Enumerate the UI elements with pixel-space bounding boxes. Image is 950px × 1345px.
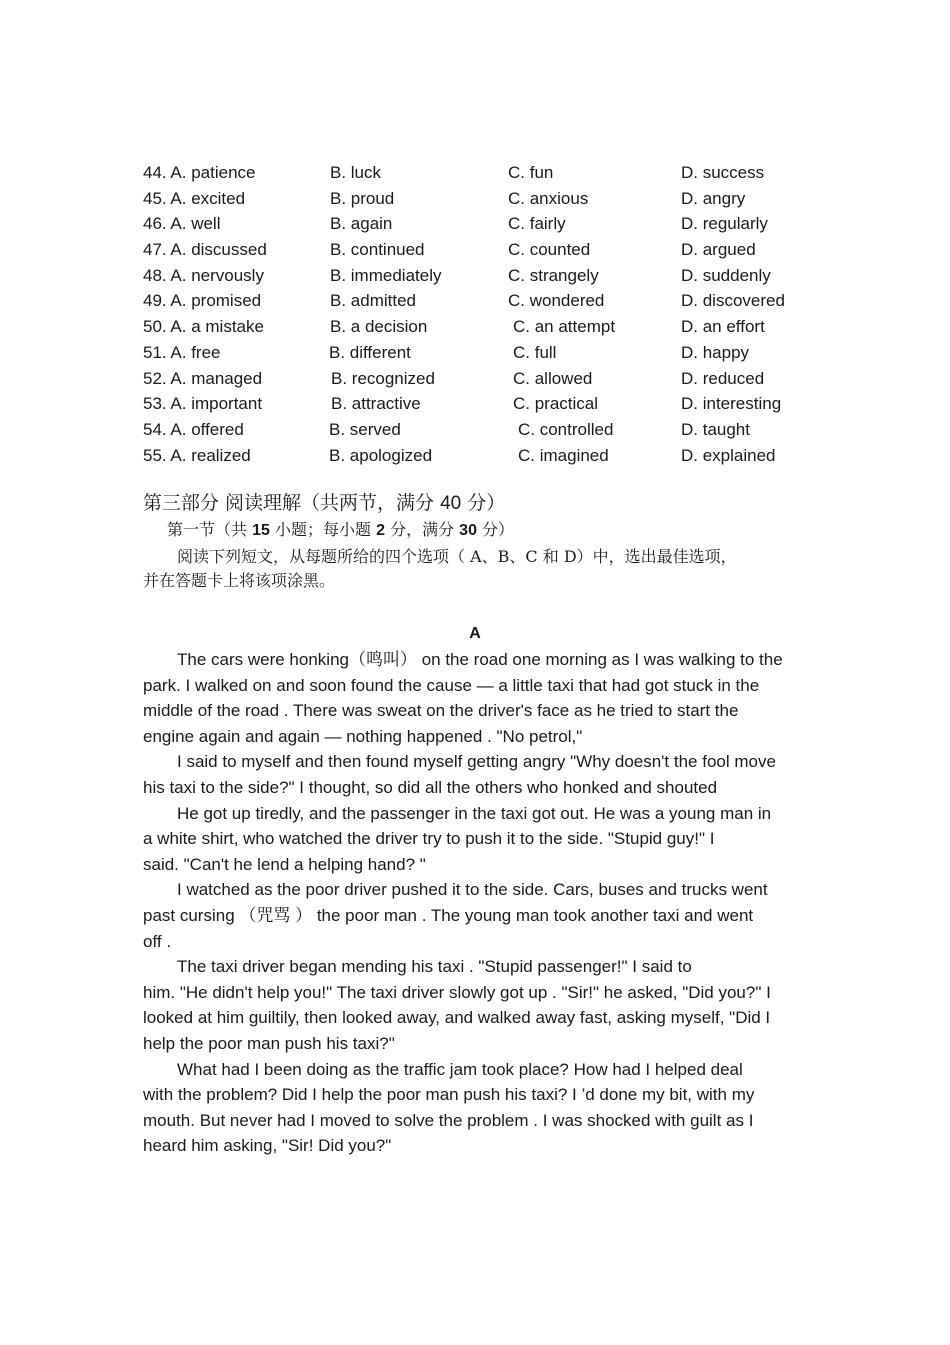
option-row <box>143 391 843 417</box>
option-row <box>143 160 843 186</box>
option-row <box>143 263 843 289</box>
option-c: C. full <box>513 342 557 362</box>
option-c: C. counted <box>508 240 591 260</box>
option-d: D. angry <box>681 188 746 208</box>
passage-line: said. "Can't he lend a helping hand? " <box>143 854 426 874</box>
option-b: B. different <box>329 342 411 362</box>
instructions <box>143 545 803 593</box>
option-row <box>143 366 843 392</box>
passage-line: a white shirt, who watched the driver try to push it to the side. "Stupid guy!" I <box>143 829 715 849</box>
option-d: D. reduced <box>681 368 765 388</box>
option-b: B. served <box>329 419 401 439</box>
passage-line: with the problem? Did I help the poor man push his taxi? I ’d done my bit, with my <box>143 1085 755 1105</box>
option-d: D. suddenly <box>681 265 771 285</box>
option-a: 47. A. discussed <box>143 240 267 260</box>
option-a: 44. A. patience <box>143 163 256 182</box>
option-a: 50. A. a mistake <box>143 317 264 337</box>
option-a: 49. A. promised <box>143 291 262 311</box>
option-a: 51. A. free <box>143 342 221 362</box>
instruction-line: 并在答题卡上将该项涂黑。 <box>143 571 336 590</box>
passage-line: park. I walked on and soon found the cause — a little taxi that had got stuck in the <box>143 675 760 695</box>
option-a: 55. A. realized <box>143 445 251 465</box>
option-d: D. argued <box>681 240 756 260</box>
option-d: D. taught <box>681 419 750 439</box>
option-c: C. anxious <box>508 188 589 208</box>
option-c: C. controlled <box>518 419 614 439</box>
passage-line: his taxi to the side?" I thought, so did all the others who honked and shouted <box>143 777 718 797</box>
option-b: B. recognized <box>331 368 435 388</box>
subsection-text: 小题；每小题 <box>269 520 377 539</box>
passage-line: What had I been doing as the traffic jam took place? How had I helped deal <box>177 1059 743 1079</box>
option-a: 54. A. offered <box>143 419 244 439</box>
option-c: C. fun <box>508 163 554 182</box>
option-b: B. apologized <box>329 445 433 465</box>
option-d: D. an effort <box>681 317 765 337</box>
passage-label: A <box>469 625 481 642</box>
options-table <box>143 160 843 468</box>
passage-text <box>143 647 873 1159</box>
subsection-text: 分，满分 <box>384 520 460 539</box>
passage-line: him. "He didn't help you!" The taxi driver slowly got up . "Sir!" he asked, "Did you?" I <box>143 982 771 1002</box>
option-a: 53. A. important <box>143 394 263 414</box>
passage-line: heard him asking, "Sir! Did you?" <box>143 1136 392 1156</box>
option-d: D. happy <box>681 342 750 362</box>
section-title <box>143 490 505 517</box>
option-a: 48. A. nervously <box>143 265 264 285</box>
option-row <box>143 417 843 443</box>
option-row <box>143 340 843 366</box>
passage-line: The taxi driver began mending his taxi . "Stupid passenger!" I said to <box>177 957 692 977</box>
option-row <box>143 288 843 314</box>
option-d: D. regularly <box>681 214 768 234</box>
option-b: B. admitted <box>330 291 416 311</box>
passage-line: help the poor man push his taxi?" <box>143 1033 395 1053</box>
passage-line: engine again and again — nothing happened . "No petrol," <box>143 726 583 746</box>
option-b: B. continued <box>330 240 425 260</box>
option-c: C. strangely <box>508 265 599 285</box>
option-row <box>143 314 843 340</box>
option-b: B. a decision <box>330 317 428 337</box>
passage-line: past cursing （咒骂 ） the poor man . The young man took another taxi and went <box>143 905 754 925</box>
option-d: D. success <box>681 163 765 182</box>
option-c: C. an attempt <box>513 317 616 337</box>
option-row <box>143 211 843 237</box>
option-b: B. again <box>330 214 393 234</box>
option-c: C. imagined <box>518 445 609 465</box>
option-a: 45. A. excited <box>143 188 246 208</box>
option-d: D. interesting <box>681 394 782 414</box>
option-a: 52. A. managed <box>143 368 263 388</box>
option-b: B. proud <box>330 188 395 208</box>
option-row <box>143 237 843 263</box>
option-c: C. fairly <box>508 214 566 234</box>
option-b: B. immediately <box>330 265 442 285</box>
points-each: 2 <box>376 522 385 539</box>
option-row <box>143 186 843 212</box>
subsection-text: 第一节（共 <box>167 520 253 539</box>
passage-line: off . <box>143 931 172 951</box>
option-c: C. wondered <box>508 291 605 311</box>
option-c: C. allowed <box>513 368 593 388</box>
option-row <box>143 443 843 469</box>
passage-line: looked at him guiltily, then looked away, and walked away fast, asking myself, "Did I <box>143 1008 771 1028</box>
passage-line: middle of the road . There was sweat on the driver's face as he tried to start the <box>143 701 739 721</box>
instruction-line: 阅读下列短文，从每题所给的四个选项（ A、B、C 和 D）中，选出最佳选项， <box>177 547 737 566</box>
passage-line: I said to myself and then found myself getting angry "Why doesn't the fool move <box>177 752 776 772</box>
option-a: 46. A. well <box>143 214 221 234</box>
passage-line: He got up tiredly, and the passenger in the taxi got out. He was a young man in <box>177 803 772 823</box>
section-score: 40 <box>440 493 462 514</box>
subsection-title <box>167 518 514 543</box>
option-d: D. discovered <box>681 291 785 311</box>
option-c: C. practical <box>513 394 599 414</box>
option-b: B. attractive <box>331 394 421 414</box>
option-b: B. luck <box>330 163 382 182</box>
passage-line: The cars were honking（鸣叫） on the road one morning as I was walking to the <box>177 650 783 669</box>
points-total: 30 <box>459 522 477 539</box>
question-count: 15 <box>252 522 270 539</box>
section-title-text: 第三部分 阅读理解（共两节，满分 <box>143 492 435 514</box>
option-d: D. explained <box>681 445 776 465</box>
passage-line: mouth. But never had I moved to solve the problem . I was shocked with guilt as I <box>143 1110 754 1130</box>
section-title-suffix: 分） <box>467 492 506 514</box>
subsection-text: 分） <box>476 520 515 539</box>
passage-line: I watched as the poor driver pushed it to the side. Cars, buses and trucks went <box>177 880 768 900</box>
